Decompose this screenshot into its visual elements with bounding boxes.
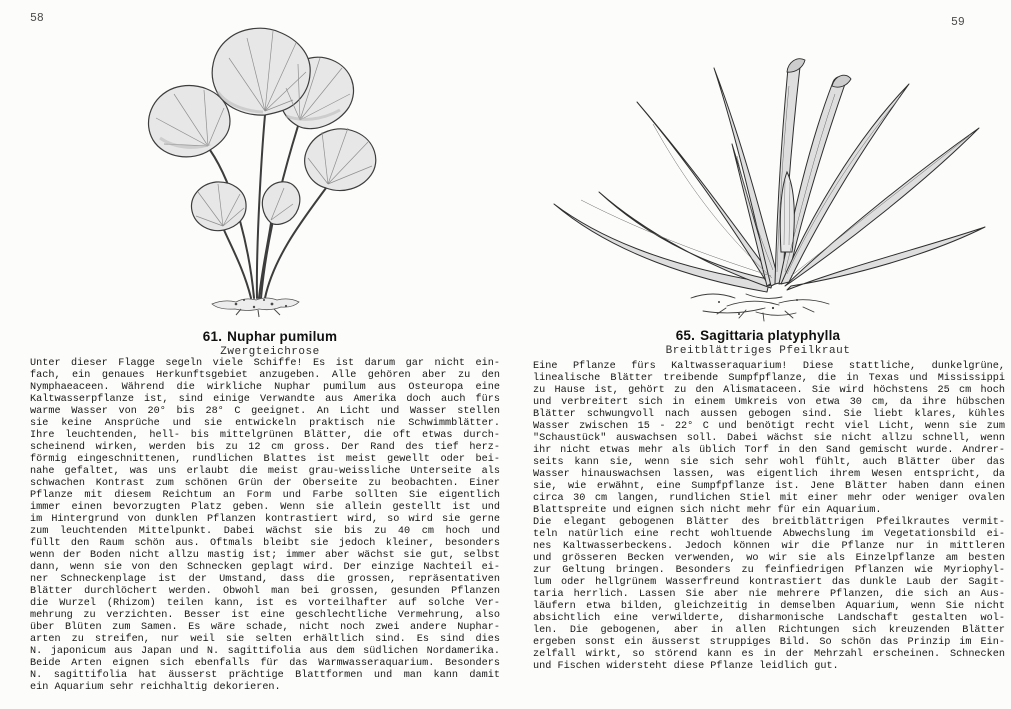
text-line: ner Schneckenplage ist der Umstand, dass die grossen, repräsentativen	[30, 574, 500, 585]
text-line: lum oder hellgrünem Wasserfreund kontrastiert das dunkle Laub der Sagit-	[533, 577, 1005, 588]
nuphar-leaves	[149, 28, 376, 230]
figure-subtitle: Zwergteichrose	[220, 346, 320, 358]
body-text-left	[30, 358, 500, 694]
text-line: Blätter durchlöchert werden. Obwohl man bei grossen, gesunden Pflanzen	[30, 586, 500, 597]
text-line: circa 30 cm langen, rundlichen Stiel mit einer mehr oder weniger ovalen	[533, 493, 1005, 504]
text-line: "Schaustück" auswachsen soll. Dabei wächst sie nicht allzu schnell, wenn	[533, 433, 1005, 444]
text-line: mehrung zu verzichten. Besser ist eine geschlechtliche Vermehrung, also	[30, 610, 500, 621]
text-line: die Wurzel (Rhizom) teilen kann, ist es vorteilhafter auf solche Ver-	[30, 598, 500, 609]
text-line: zu Hause ist, gehört zu den Alismataceen. Sie wird höchstens 25 cm hoch	[533, 385, 1005, 396]
figure-title	[583, 328, 933, 343]
text-line: Ihre leuchtenden, hell- bis mittelgrünen Blätter, die oft etwas durch-	[30, 430, 500, 441]
text-line: förmig eingeschnittenen, rundlichen Blattes ist meist gewellt oder bei-	[30, 454, 500, 465]
sagittaria-base-roots	[691, 294, 829, 321]
figure-caption-right	[583, 328, 933, 357]
text-line: immer einen bevorzugten Platz geben. Wenn sie allein gestellt ist und	[30, 502, 500, 513]
figure-caption-left	[95, 329, 445, 358]
text-line: zur Geltung bringen. Besonders zu feinfiedrigen Pflanzen wie Myriophyl-	[533, 565, 1005, 576]
text-line: ihr nicht etwas mehr als üblich Torf in den Sand gemischt wurde. Andrer-	[533, 445, 1005, 456]
text-line: Blattspreite und eignen sich nicht mehr für ein Aquarium.	[533, 505, 882, 516]
text-line: zum leuchtenden Mittelpunkt. Dabei wächst sie bis zu 40 cm hoch und	[30, 526, 500, 537]
text-line: Pflanze mit diesem Reichtum an Form und Farbe sollten Sie eigentlich	[30, 490, 500, 501]
text-line: taria herrlich. Lassen Sie aber nie mehrere Pflanzen, die sich an Aus-	[533, 589, 1005, 600]
figure-number: 65.	[675, 328, 696, 343]
sagittaria-platyphylla-illustration	[541, 20, 999, 322]
text-line: im Hintergrund von dunklen Pflanzen kontrastiert wird, so wird sie gerne	[30, 514, 500, 525]
text-line: nes Kaltwasserbeckens. Jedoch können wir die Pflanze nur in mittleren	[533, 541, 1005, 552]
text-line: und verbreitert sich in einem Umkreis von etwa 30 cm, da ihre hübschen	[533, 397, 1005, 408]
figure-latin-name: Sagittaria platyphylla	[700, 328, 841, 343]
text-line: fach, ein genaues Herkunftsgebiet anzugeben. Alle gehören aber zu den	[30, 370, 500, 381]
text-line: Wasser hinauswachsen lassen, was eigentlich ihrem Wesen entspricht, da	[533, 469, 1005, 480]
text-line: warme Wasser von 20° bis 28° C geeignet. An Licht und Wasser stellen	[30, 406, 500, 417]
page-number-left: 58	[30, 12, 44, 25]
text-line: N. sagittifolia hat äusserst prächtige Blattformen und man kann damit	[30, 670, 500, 681]
page-number-right: 59	[951, 16, 965, 29]
text-line: Die elegant gebogenen Blätter des breitblättrigen Pfeilkrautes vermit-	[533, 517, 1005, 528]
text-line: Unter dieser Flagge segeln viele Schiffe! Es ist darum gar nicht ein-	[30, 358, 500, 369]
text-line: ein Aquarium sehr reichhaltig dekorieren.	[30, 682, 281, 693]
text-line: über Blüten zum Samen. Es wäre schade, nicht noch zwei andere Nuphar-	[30, 622, 500, 633]
text-line: absichtlich eine verwilderte, disharmonische Landschaft gestalten wol-	[533, 613, 1005, 624]
figure-title	[95, 329, 445, 344]
figure-number: 61.	[202, 329, 223, 344]
figure-latin-name: Nuphar pumilum	[227, 329, 338, 344]
text-line: sie keine Ansprüche und sie entwickeln praktisch nie Schwimmblätter.	[30, 418, 500, 429]
text-line: und grösseren Becken verwenden, wo wir sie als Einzelpflanze am besten	[533, 553, 1005, 564]
body-text-right	[533, 361, 1005, 673]
text-line: arten zu streifen, nur weil sie selten erhältlich sind. Es sind dies	[30, 634, 500, 645]
figure-subtitle: Breitblättriges Pfeilkraut	[665, 345, 851, 357]
text-line: Wasser zwischen 15 - 22° C und benötigt recht viel Licht, wenn sie zum	[533, 421, 1005, 432]
nuphar-base-gravel	[212, 298, 299, 317]
nuphar-pumilum-illustration	[116, 16, 404, 322]
text-line: Nymphaeaceen. Während die wirkliche Nuphar pumilum aus Osteuropa eine	[30, 382, 500, 393]
text-line: füllt den Raum schön aus. Oftmals bleibt sie jedoch kleiner, besonders	[30, 538, 500, 549]
text-line: seits kann sie, wenn sie sich sehr wohl fühlt, auch Blätter über das	[533, 457, 1005, 468]
text-line: schwachen Kontrast zum schönen Grün der Oberseite zu beobachten. Einer	[30, 478, 500, 489]
text-line: scheinend wirken, werden bis zu 12 cm gross. Der Rand des tief herz-	[30, 442, 500, 453]
text-line: Eine Pflanze fürs Kaltwasseraquarium! Diese stattliche, dunkelgrüne,	[533, 361, 1005, 372]
text-line: läufern etwa bilden, gleichzeitig in demselben Aquarium, wenn Sie nicht	[533, 601, 1005, 612]
text-line: teln natürlich eine recht wohltuende Abwechslung im Vegetationsbild ei-	[533, 529, 1005, 540]
text-line: Blätter schwungvoll nach aussen gebogen sind. Sie liebt klares, kühles	[533, 409, 1005, 420]
sagittaria-leaves	[554, 64, 985, 292]
text-line: wenn der Boden nicht allzu mastig ist; immer aber wächst sie gut, selbst	[30, 550, 500, 561]
text-line: N. japonicum aus Japan und N. sagittifolia aus dem südlichen Nordamerika.	[30, 646, 500, 657]
text-line: Beide Arten eignen sich ebenfalls für das Warmwasseraquarium. Besonders	[30, 658, 500, 669]
text-line: Kaltwasserpflanze ist, sind einige Verwandte aus Amerika doch auch fürs	[30, 394, 500, 405]
text-line: zelfall wirkt, so störend kann es in der Mehrzahl erscheinen. Schnecken	[533, 649, 1005, 660]
text-line: ergeben sonst ein äusserst struppiges Bild. So schön das Prinzip im Ein-	[533, 637, 1005, 648]
text-line: dann, wenn sie von den Schnecken geplagt wird. Der einzige Nachteil ei-	[30, 562, 500, 573]
text-line: linealische Blätter treibende Sumpfpflanze, die in Texas und Mississippi	[533, 373, 1005, 384]
text-line: sie, wie erwähnt, eine Sumpfpflanze ist. Jene Blätter haben dann einen	[533, 481, 1005, 492]
text-line: und Fischen widersteht diese Pflanze leidlich gut.	[533, 661, 839, 672]
text-line: len. Die gebogenen, aber in allen Richtungen sich kreuzenden Blätter	[533, 625, 1005, 636]
text-line: nahe gefaltet, was uns erlaubt die meist grau-weissliche Unterseite als	[30, 466, 500, 477]
